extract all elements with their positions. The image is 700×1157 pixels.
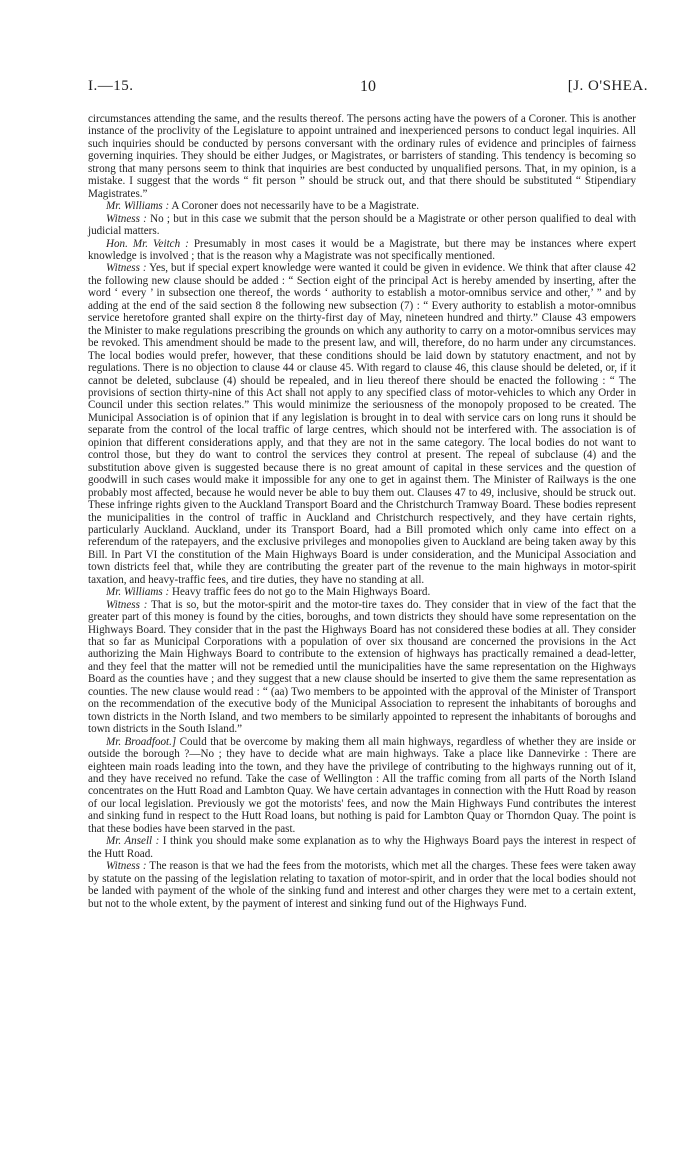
paragraph-text: Could that be overcome by making them all main highways, regardless of whether they are inside or outside the borough ?—No ; they have to decide what are main highways. Take a place like Dannevirke : There are eighteen main roads leading into the town, and they have the privilege of contributing to the highways running out of it, and they have received no refund. Take the case of Wellington : All the traffic coming from all parts of the North Island concentrates on the Hutt Road and Lambton Quay. We have certain advantages in connection with the Hutt Road by reason of our local legislation. Previously we got the motorists' fees, and now the Main Highways Fund contributes the interest and sinking fund in respect to the Hutt Road loans, but nothing is paid for Lambton Quay or Thorndon Quay. The point is that these bodies have been starved in the past.	[88, 735, 637, 835]
paragraph	[88, 213, 636, 238]
paragraph-text: circumstances attending the same, and the results thereof. The persons acting have the powers of a Coroner. This is another instance of the proclivity of the Legislature to appoint untrained and inexperienced persons to conduct legal inquiries. All such inquiries should be conducted by persons conversant with the ordinary rules of evidence and principles of fairness governing inquiries. They should be either Judges, or Magistrates, or barristers of standing. This tendency is becoming so strong that many persons seem to think that inquiries are best conducted by unqualified persons. That, in my opinion, is a mistake. I suggest that the words “ fit person ” should be struck out, and that there should be substituted “ Stipendiary Magistrates.”	[88, 113, 636, 200]
speaker-label: Witness :	[106, 262, 147, 275]
paragraph	[88, 860, 636, 910]
paragraph	[88, 586, 636, 598]
speaker-label: Hon. Mr. Veitch :	[106, 237, 189, 250]
speaker-label: Witness :	[106, 860, 147, 873]
paragraph-text: A Coroner does not necessarily have to be a Magistrate.	[169, 200, 420, 213]
report-reference: I.—15.	[88, 78, 134, 94]
witness-name: [J. O'SHEA.	[567, 78, 648, 94]
speaker-label: Witness :	[106, 598, 148, 611]
paragraph	[88, 736, 636, 836]
page-header	[88, 78, 648, 98]
paragraph-text: That is so, but the motor-spirit and the motor-tire taxes do. They consider that in view of the fact that the greater part of this money is found by the cities, boroughs, and town districts they should have some representation on the Highways Board. They consider that in the past the Highways Board has not considered these bodies at all. They consider that so far as Municipal Corporations with a population of over six thousand are concerned the provisions in the Act authorizing the Main Highways Board to contribute to the extension of highways has practically remained a dead-letter, and they feel that the matter will not be remedied until the municipalities have the same representation on the Highways Board as the counties have ; and they suggest that a new clause should be inserted to give them the same representation as counties. The new clause would read : “ (aa) Two members to be appointed with the approval of the Minister of Transport on the recommendation of the executive body of the Municipal Association to represent the inhabitants of boroughs and town districts in the North Island, and two members to be similarly appointed to represent the inhabitants of boroughs and town districts in the South Island.”	[88, 598, 636, 736]
speaker-label: Mr. Williams :	[106, 586, 170, 599]
speaker-label: Witness :	[106, 212, 147, 225]
page-number: 10	[360, 78, 376, 95]
paragraph	[88, 262, 636, 586]
paragraph	[88, 200, 636, 212]
paragraph	[88, 238, 636, 263]
paragraph-text: The reason is that we had the fees from the motorists, which met all the charges. These fees were taken away by statute on the passing of the legislation relating to taxation of motor-spirit, and in order that the local bodies should not be landed with payment of the whole of the sinking fund and interest and other charges they were met to a certain extent, but not to the whole extent, by the payment of interest and sinking fund out of the Highways Fund.	[88, 860, 636, 910]
paragraph-text: Presumably in most cases it would be a Magistrate, but there may be instances where expert knowledge is involved ; that is the reason why a Magistrate was not specifically mentioned.	[88, 237, 636, 262]
speaker-label: Mr. Ansell :	[106, 835, 160, 848]
paragraph	[88, 835, 636, 860]
paragraph-text: Heavy traffic fees do not go to the Main Highways Board.	[169, 586, 431, 599]
speaker-label: Mr. Williams :	[106, 200, 170, 213]
paragraph	[88, 113, 636, 200]
paragraph-text: No ; but in this case we submit that the person should be a Magistrate or other person qualified to deal with judicial matters.	[88, 212, 636, 238]
paragraph-text: I think you should make some explanation as to why the Highways Board pays the interest in respect of the Hutt Road.	[88, 835, 636, 860]
page-body	[88, 113, 636, 910]
paragraph-text: Yes, but if special expert knowledge were wanted it could be given in evidence. We think that after clause 42 the following new clause should be added : “ Section eight of the principal Act is hereby amended by inserting, after the word ‘ every ’ in subsection one thereof, the words ‘ authority to establish a motor-omnibus service and other,’ ” and by adding at the end of the said section 8 the following new subsection (7) : “ Every authority to establish a motor-omnibus service heretofore granted shall expire on the thirty-first day of May, nineteen hundred and thirty.” Clause 43 empowers the Minister to make regulations prescribing the grounds on which any authority to carry on a motor-omnibus services may be revoked. This amendment should be made to the present law, and will, therefore, do no harm under any circumstances. The local bodies would prefer, however, that these conditions should be laid down by statutory enactment, and not by regulations. There is no objection to clause 44 or clause 45. With regard to clause 46, this clause should be deleted, or, if it cannot be deleted, subclause (4) should be repealed, and in lieu thereof there should be enacted the following : “ The provisions of section thirty-nine of this Act shall not apply to any specified class of motor-vehicles to which any Order in Council under this section relates.” This would minimize the seriousness of the monopoly proposed to be created. The Municipal Association is of opinion that if any legislation is brought in to deal with service cars on long runs it should be separate from the control of the local traffic of large centres, which should not be interfered with. The association is of opinion that different considerations apply, and that they are not in the same category. The local bodies do not want to control those, but they do want to control the services they control at present. The repeal of subclause (4) and the substitution above given is suggested because there is no great amount of capital in these services and the question of goodwill in such cases would make it impossible for any one to get in against them. The Minister of Railways is the one probably most affected, because he would never be able to buy them out. Clauses 47 to 49, inclusive, should be struck out. These infringe rights given to the Auckland Transport Board and the Christchurch Tramway Board. These bodies represent the municipalities in the control of traffic in Auckland and Christchurch respectively, and they have certain rights, particularly Auckland. Auckland, under its Transport Board, had a Bill promoted which only came into effect on a referendum of the ratepayers, and the exclusive privileges and monopolies given to Auckland are being taken away by this Bill. In Part VI the constitution of the Main Highways Board is under consideration, and the Municipal Association and town districts feel that, while they are contributing the greater part of the revenue to the main highways in motor-spirit taxation, and heavy-traffic fees, and tire duties, they have no standing at all.	[88, 262, 636, 586]
speaker-label: Mr. Broadfoot.]	[106, 735, 177, 748]
paragraph	[88, 599, 636, 736]
